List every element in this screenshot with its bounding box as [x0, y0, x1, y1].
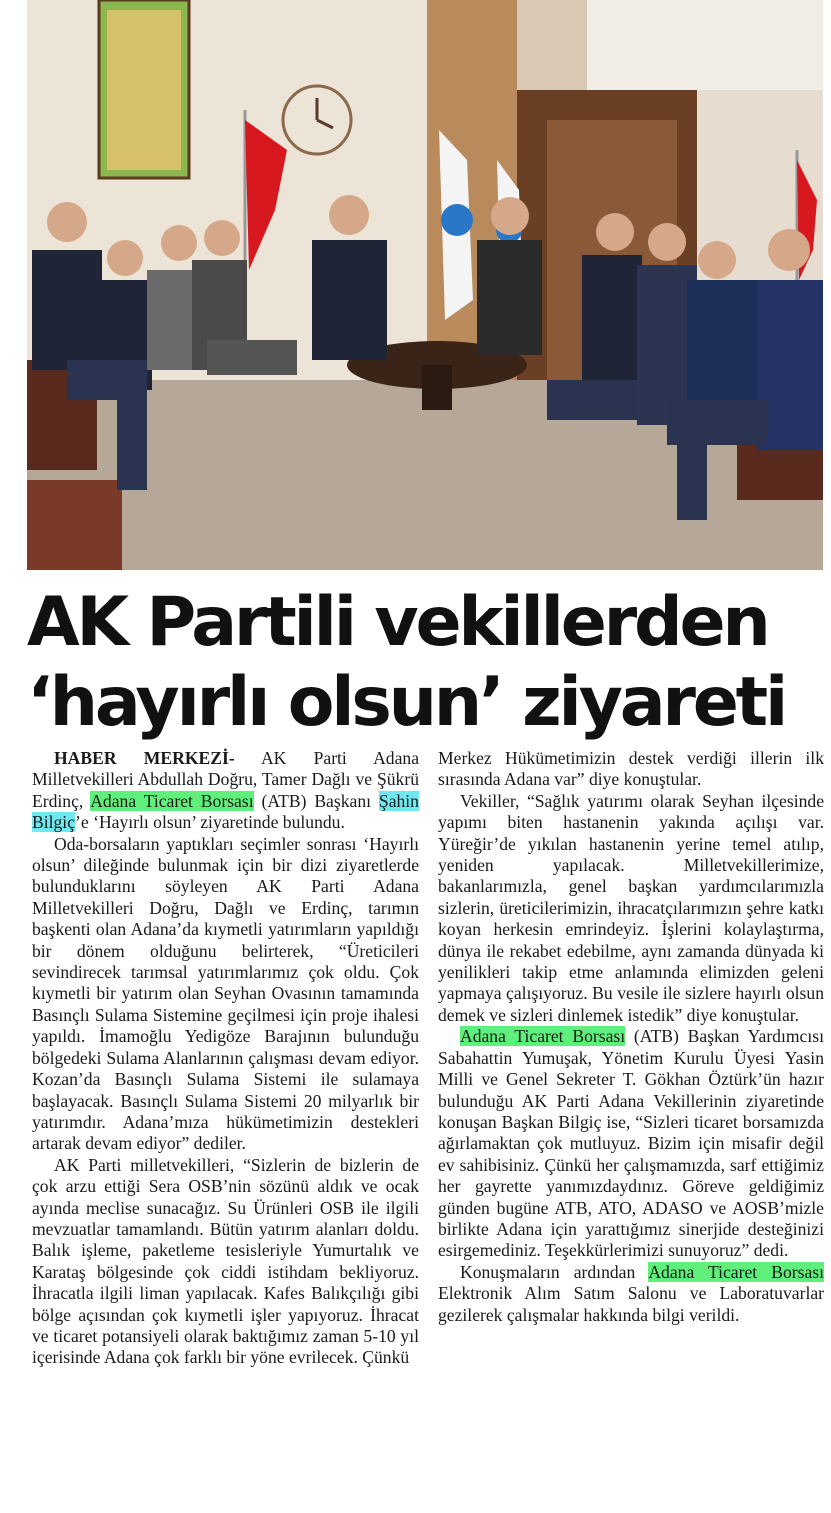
article-paragraph-3: AK Parti milletvekilleri, “Sizlerin de bizlerin de çok arzu ettiği Sera OSB’nin sözünü aldık ve ocak ayında meclise sunacağız. Su Ürünleri OSB ile ilgili mevzuatlar tamamlandı. Bütün yatırım alanları doldu. Balık işleme, paketleme tesisleriyle Yumurtalık ve Karataş bölgesinde çok ciddi istihdam bekliyoruz. İhracatla ilgili liman yapılacak. Kafes Balıkçılığı gibi bölge açısından çok kıymetli işler yapıyoruz. İhracat ve ticaret potansiyeli olarak baktığımız zaman 5-10 yıl içerisinde Adana çok farklı bir yöne evrilecek. Çünkü [32, 1154, 419, 1368]
headline-line-2: ‘hayırlı olsun’ ziyareti [27, 663, 786, 742]
dateline: HABER MERKEZİ- [54, 748, 235, 768]
highlight-person: Şahin Bilgiç [32, 790, 419, 833]
article-paragraph-4: Vekiller, “Sağlık yatırımı olarak Seyhan ilçesinde yapımı biten hastanenin yakında açılışı var. Yüreğir’de yıkılan hastanenin yerine temel atılıp, yeniden yapılacak. Milletvekillerimize, bakanlarımızla, genel başkan yardımcılarımızla sizlerin, üreticilerimizin, ihracatçılarımızın şehre katkı koyan herkesin emrindeyiz. İşlerini kolaylaştırma, dünya ile rekabet edebilme, aynı zamanda dünyada ki yenilikleri takip etme anlamında elimizden geleni yapmaya çalışıyoruz. Bu vesile ile sizlere hayırlı olsun demek ve sizleri dinlemek istedik” diye konuştular. [438, 790, 824, 1025]
article-column-left [32, 748, 419, 1369]
headline-line-1: AK Partili vekillerden [27, 583, 768, 662]
article-column-right [438, 748, 824, 1326]
article-paragraph-3-continued: Merkez Hükümetimizin destek verdiği illerin ilk sırasında Adana var” diye konuştular. [438, 748, 824, 790]
article-paragraph-5: Adana Ticaret Borsası (ATB) Başkan Yardımcısı Sabahattin Yumuşak, Yönetim Kurulu Üyesi Yasin Milli ve Genel Sekreter T. Gökhan Öztürk’ün hazır bulunduğu AK Parti Adana Vekillerinin ziyaretinde konuşan Başkan Bilgiç ise, “Sizleri ticaret borsamızda ağırlamaktan çok mutluyuz. Bizim için misafir değil ev sahibisiniz. Çünkü her çalışmamızda, sarf ettiğimiz her gayrette yanımızdaydınız. Göreve geldiğimiz günden bugüne ATB, ATO, ADASO ve AOSB’mizle birlikte Adana için yarattığımız sinerjide desteğinizi esirgemediniz. Teşekkürlerimizi sunuyoruz” dedi. [438, 1026, 824, 1261]
article-paragraph-6: Konuşmaların ardından Adana Ticaret Borsası Elektronik Alım Satım Salonu ve Laboratuvarlar gezilerek çalışmalar hakkında bilgi verildi. [438, 1261, 824, 1325]
article-paragraph-1: HABER MERKEZİ- AK Parti Adana Milletvekilleri Abdullah Doğru, Tamer Dağlı ve Şükrü Erdinç, Adana Ticaret Borsası (ATB) Başkanı Şahin Bilgiç’e ‘Hayırlı olsun’ ziyaretinde bulundu. [32, 748, 419, 833]
highlight-org: Adana Ticaret Borsası [90, 790, 254, 811]
highlight-org: Adana Ticaret Borsası [460, 1026, 626, 1047]
headline [27, 583, 827, 743]
news-photo [27, 0, 823, 570]
highlight-org: Adana Ticaret Borsası [648, 1261, 824, 1282]
article-paragraph-2: Oda-borsaların yaptıkları seçimler sonrası ‘Hayırlı olsun’ dileğinde bulunmak için bir dizi ziyaretlerde bulunduklarını söyleyen AK Parti Adana Milletvekilleri Doğru, Dağlı ve Erdinç, tarımın başkenti olan Adana’da kıymetli yatırımların yapıldığı bir dönem olduğunu belirterek, “Üreticileri sevindirecek tarımsal yatırımlarımız çok oldu. Çok kıymetli bir yatırım olan Seyhan Ovasının tamamında Basınçlı Sulama Sistemine geçilmesi için proje ihalesi yapıldı. İmamoğlu Yedigöze Barajının bulunduğu bölgedeki Sulama Alanlarının çalışması devam ediyor. Kozan’da Basınçlı Sulama Sistemi ile sulamaya başlayacak. Basınçlı Sulama Sistemi 20 milyarlık bir yatırımdır. Adana’mıza hükümetimizin destekleri artarak devam ediyor” dediler. [32, 833, 419, 1154]
